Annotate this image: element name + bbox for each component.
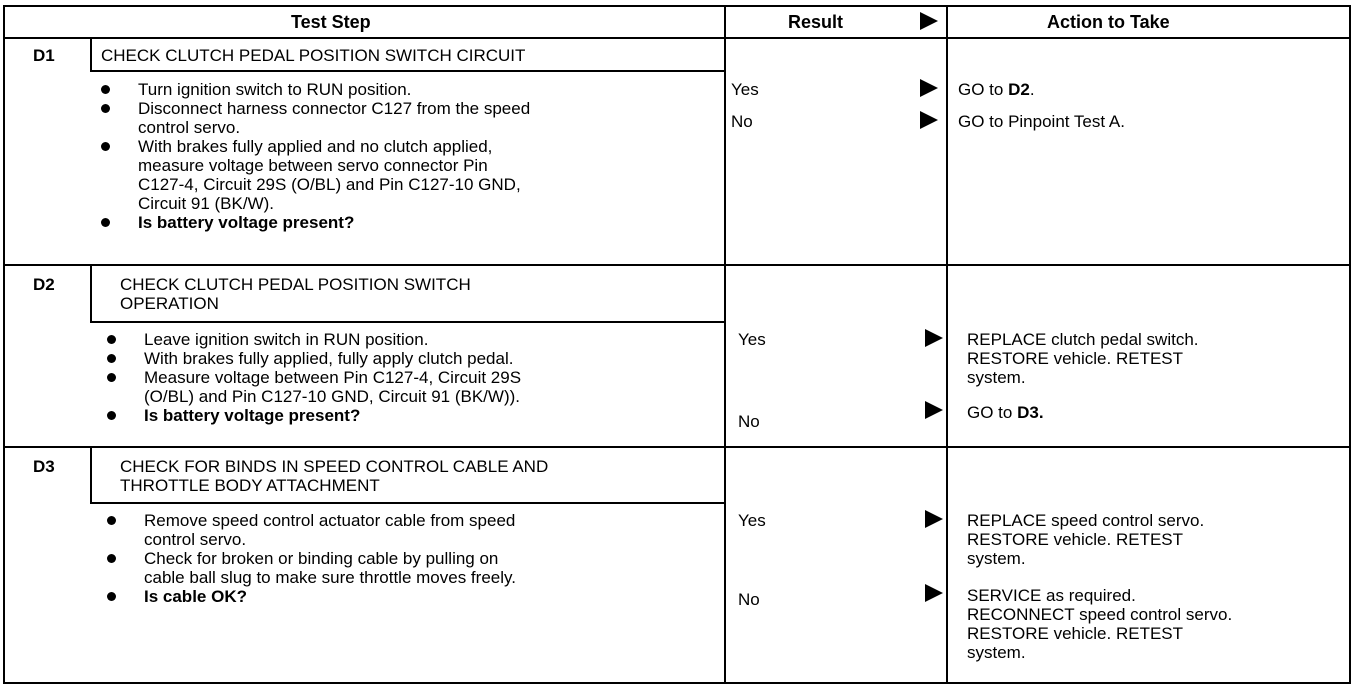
header-bottom-rule (3, 37, 1351, 39)
instruction-item: With brakes fully applied, fully apply clutch pedal. (144, 349, 521, 368)
step-id: D3 (33, 457, 55, 476)
d1-id-divider (90, 37, 92, 72)
bullet-icon (101, 85, 110, 94)
header-action: Action to Take (1047, 12, 1170, 32)
header-test-step: Test Step (291, 12, 371, 32)
step-title: CHECK CLUTCH PEDAL POSITION SWITCH CIRCUIT (101, 46, 526, 65)
step-id: D2 (33, 275, 55, 294)
header-result: Result (788, 12, 844, 32)
d3-title-rule (90, 502, 724, 504)
bullet-icon (107, 592, 116, 601)
result-arrow-icon (925, 401, 943, 419)
action-text: REPLACE speed control servo. RESTORE vehicle. RETEST system. (967, 511, 1205, 568)
bullet-icon (107, 516, 116, 525)
d1-bottom-rule (3, 264, 1351, 266)
result-arrow-icon (925, 584, 943, 602)
instruction-item: Measure voltage between Pin C127-4, Circuit 29S (O/BL) and Pin C127-10 GND, Circuit 91 (BK/W)). (144, 368, 521, 406)
header-arrow-icon (920, 12, 938, 30)
d1-title-rule (90, 70, 724, 72)
action-text: SERVICE as required. RECONNECT speed control servo. RESTORE vehicle. RETEST system. (967, 586, 1233, 662)
action-text: GO to D2. (958, 80, 1035, 99)
table-top-rule (3, 5, 1351, 7)
d2-bottom-rule (3, 446, 1351, 448)
instruction-item: Leave ignition switch in RUN position. (144, 330, 521, 349)
action-text: GO to Pinpoint Test A. (958, 112, 1125, 131)
step-instructions (138, 80, 530, 232)
d2-id-divider (90, 264, 92, 323)
table-bottom-rule (3, 682, 1351, 684)
result-yes: Yes (738, 511, 766, 530)
result-no: No (731, 112, 753, 131)
result-arrow-icon (920, 111, 938, 129)
result-arrow-icon (920, 79, 938, 97)
result-yes: Yes (731, 80, 759, 99)
action-column-divider (946, 5, 948, 684)
instruction-item: Remove speed control actuator cable from speed control servo. (144, 511, 516, 549)
instruction-item: Is cable OK? (144, 587, 516, 606)
result-column-divider (724, 5, 726, 684)
bullet-icon (101, 104, 110, 113)
d2-title-rule (90, 321, 724, 323)
bullet-icon (101, 218, 110, 227)
d3-id-divider (90, 446, 92, 504)
action-text: GO to D3. (967, 403, 1044, 422)
instruction-item: With brakes fully applied and no clutch applied, measure voltage between servo connector Pin C127-4, Circuit 29S (O/BL) and Pin C127-10 GND, Circuit 91 (BK/W). (138, 137, 530, 213)
bullet-icon (101, 142, 110, 151)
bullet-icon (107, 373, 116, 382)
table-left-border (3, 5, 5, 684)
bullet-icon (107, 554, 116, 563)
instruction-item: Check for broken or binding cable by pulling on cable ball slug to make sure throttle moves freely. (144, 549, 516, 587)
step-id: D1 (33, 46, 55, 65)
table-right-border (1349, 5, 1351, 684)
result-no: No (738, 412, 760, 431)
result-arrow-icon (925, 510, 943, 528)
bullet-icon (107, 411, 116, 420)
step-instructions (144, 511, 516, 606)
instruction-item: Turn ignition switch to RUN position. (138, 80, 530, 99)
result-arrow-icon (925, 329, 943, 347)
step-title: CHECK CLUTCH PEDAL POSITION SWITCH OPERATION (120, 275, 471, 313)
bullet-icon (107, 335, 116, 344)
step-title: CHECK FOR BINDS IN SPEED CONTROL CABLE AND THROTTLE BODY ATTACHMENT (120, 457, 549, 495)
action-text: REPLACE clutch pedal switch. RESTORE vehicle. RETEST system. (967, 330, 1199, 387)
result-yes: Yes (738, 330, 766, 349)
instruction-item: Is battery voltage present? (138, 213, 530, 232)
step-instructions (144, 330, 521, 425)
bullet-icon (107, 354, 116, 363)
result-no: No (738, 590, 760, 609)
instruction-item: Disconnect harness connector C127 from the speed control servo. (138, 99, 530, 137)
instruction-item: Is battery voltage present? (144, 406, 521, 425)
